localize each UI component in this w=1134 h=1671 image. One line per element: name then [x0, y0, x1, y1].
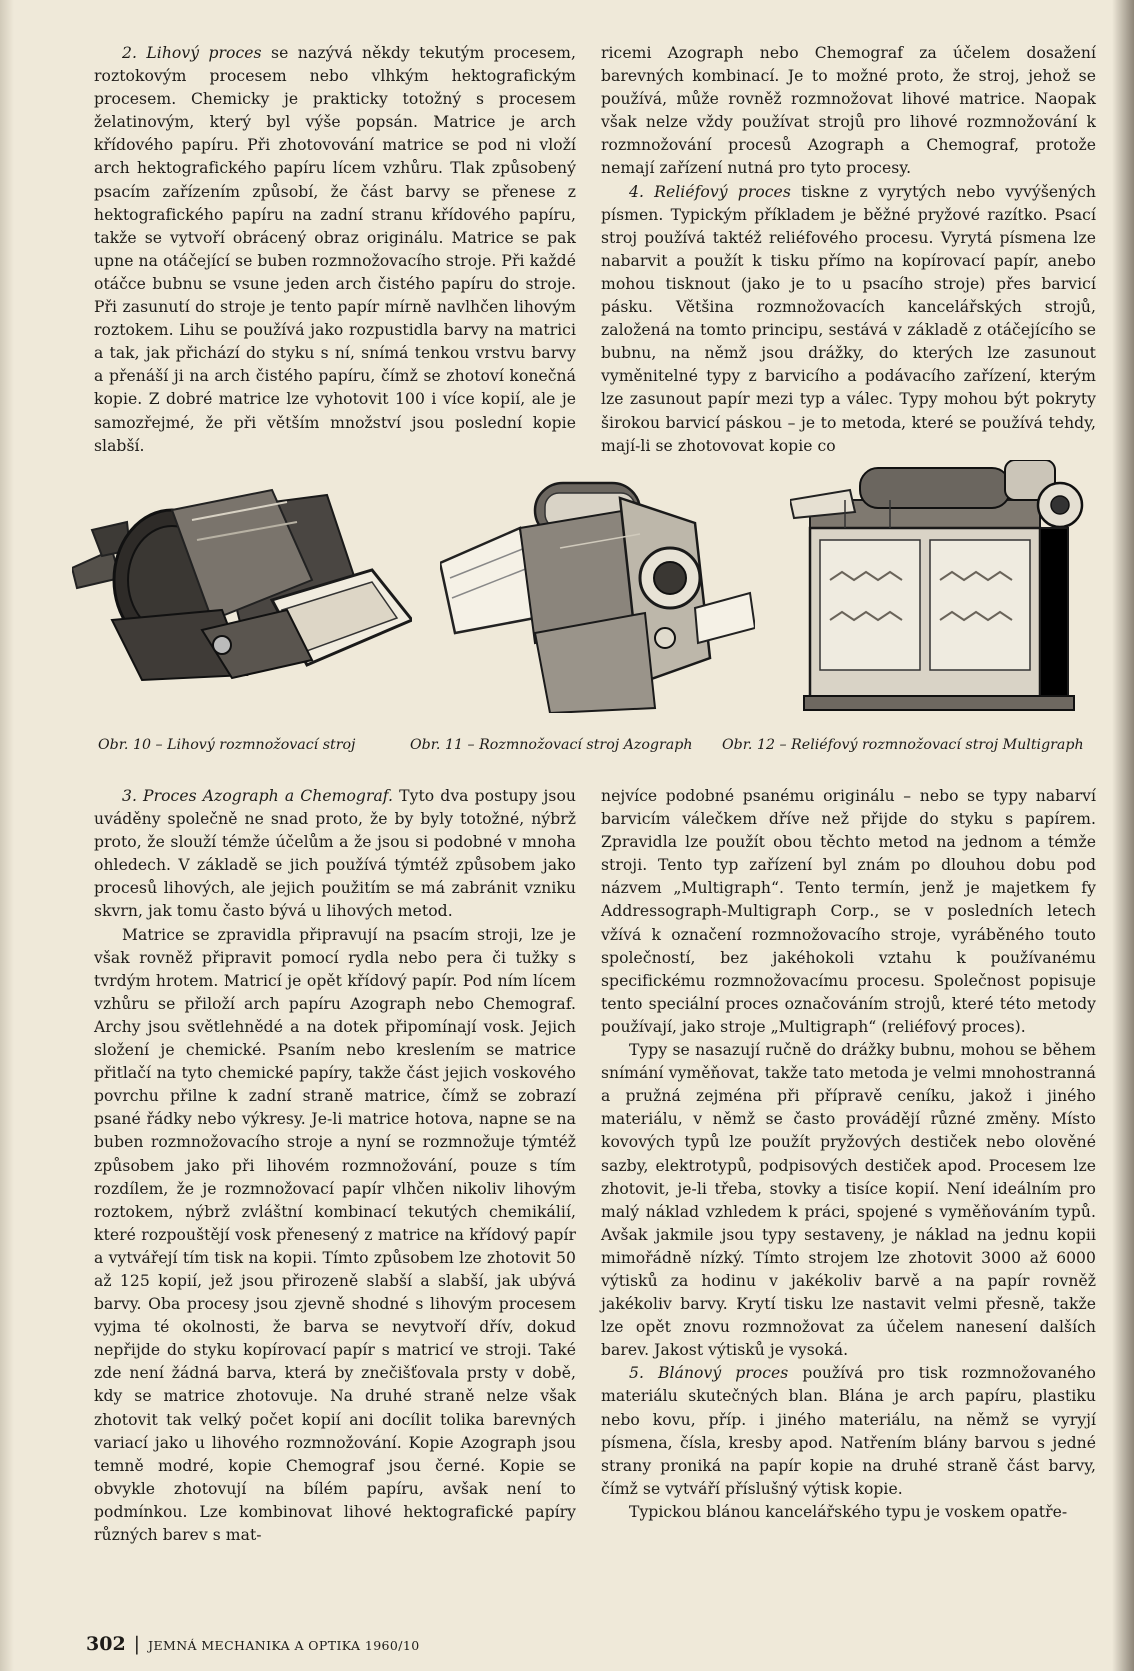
paragraph-text: se nazývá někdy tekutým procesem, roztokovým procesem nebo vlhkým hektografickým procesem. Chemicky je prakticky totožný s procesem želatinovým, který byl výše popsán. Matrice je arch křídového papíru. Při zhotovování matrice se pod ni vloží arch hektografického papíru lícem vzhůru. Tlak způsobený psacím zařízením způsobí, že část barvy se přenese z hektografického papíru na zadní stranu křídového papíru, takže se vytvoří obrácený obraz originálu. Matrice se pak upne na otáčející se buben rozmnožovacího stroje. Při každé otáčce bubnu se vsune jeden arch čistého papíru do stroje. Při zasunutí do stroje je tento papír mírně navlhčen lihovým roztokem. Lihu se používá jako rozpustidla barvy na matrici a tak, jak přichází do styku s ní, snímá tenkou vrstvu barvy a přenáší ji na arch čistého papíru, čímž se zhotoví konečná kopie. Z dobré matrice lze vyhotovit 100 i více kopií, ale je samozřejmé, že při větším množství jsou poslední kopie slabší.: [94, 44, 576, 455]
caption-figure-10: Obr. 10 – Lihový rozmnožovací stroj: [98, 737, 356, 753]
figure-azograph-illustration: [440, 468, 755, 713]
paragraph-spirit-process: [94, 42, 576, 458]
page-edge-left: [0, 0, 14, 1671]
page-gutter-shadow: [1112, 0, 1134, 1671]
paragraph-continuation: ricemi Azograph nebo Chemograf za účelem dosažení barevných kombinací. Je to možné proto, že stroj, jehož se používá, může rovněž rozmnožovat lihové matrice. Naopak však nelze vždy používat strojů pro lihové rozmnožování k rozmnožování procesů Azograph a Chemograf, protože nemají zařízení nutná pro tyto procesy.: [601, 44, 1096, 178]
paragraph-typical-stencil: Typickou blánou kancelářského typu je voskem opatře-: [629, 1502, 1068, 1521]
section-heading-azograph-chemograf: 3. Proces Azograph a Chemograf.: [122, 787, 394, 805]
paragraph-azograph-chemograf: [94, 785, 576, 924]
page-footer: [86, 1633, 420, 1655]
figure-multigraph-illustration: [790, 460, 1096, 715]
paragraph-types: Typy se nasazují ručně do drážky bubnu, mohou se během snímání vyměňovat, takže tato metoda je velmi mnohostranná a pružná zejména při přípravě ceníku, jakož i jiného materiálu, v němž se často provádějí různé změny. Místo kovových typů lze použít pryžových destiček nebo olověné sazby, elektrotypů, podpisových destiček apod. Procesem lze zhotovit, je-li třeba, stovky a tisíce kopií. Není ideálním pro malý náklad vzhledem k práci, spojené s vyměňováním typů. Avšak jakmile jsou typy sestaveny, je náklad na jednu kopii mimořádně nízký. Tímto strojem lze zhotovit 3000 až 6000 výtisků za hodinu v jakékoliv barvě a na papír rovněž jakékoliv barvy. Krytí tisku lze nastavit velmi přesně, takže lze opět znovu rozmnožovat za účelem nanesení dalších barev. Jakost výtisků je vysoká.: [601, 1041, 1096, 1360]
column-bottom-right: [601, 785, 1096, 1524]
figure-spirit-duplicator-illustration: [72, 470, 412, 685]
column-top-left: [94, 42, 576, 458]
multigraph-drawing: [790, 460, 1096, 715]
azograph-drawing: [440, 468, 755, 713]
paragraph-relief-process: [601, 181, 1096, 458]
column-top-right: [601, 42, 1096, 458]
footer-separator: |: [133, 1633, 141, 1655]
section-heading-relief-process: 4. Reliéfový proces: [629, 182, 791, 201]
paragraph-text: používá pro tisk rozmnožovaného materiálu skutečných blan. Blána je arch papíru, plastiku nebo kovu, příp. i jiného materiálu, na němž se vyryjí písmena, čísla, kresby apod. Natřením blány barvou s jedné strany proniká na papír kopie na druhé straně část barvy, čímž se vytváří příslušný výtisk kopie.: [601, 1364, 1096, 1498]
caption-figure-12: Obr. 12 – Reliéfový rozmnožovací stroj Multigraph: [722, 737, 1084, 753]
paragraph-stencil-process: [601, 1362, 1096, 1501]
journal-title: JEMNÁ MECHANIKA A OPTIKA 1960/10: [148, 1638, 420, 1653]
spirit-duplicator-drawing: [72, 470, 412, 685]
paragraph-text: Tyto dva postupy jsou uváděny společně ne snad proto, že by byly totožné, nýbrž proto, že slouží témže účelům a že jsou si podobné v mnoha ohledech. V základě se jich používá týmtéž způsobem jako procesů lihových, ale jejich použitím se má zabránit vzniku skvrn, jak tomu často bývá u lihových metod.: [94, 787, 576, 921]
paragraph-multigraph: nejvíce podobné psanému originálu – nebo se typy nabarví barvicím válečkem dříve než přijde do styku s papírem. Zpravidla lze použít obou těchto metod na jednom a témže stroji. Tento typ zařízení byl znám po dlouhou dobu pod názvem „Multigraph“. Tento termín, jenž je majetkem fy Addressograph-Multigraph Corp., se v posledních letech vžívá k označení rozmnožovacího stroje, vyráběného touto společností, bez jakéhokoli vztahu k používanému specifickému rozmnožovacímu procesu. Společnost popisuje tento speciální proces označováním strojů, které této metody používají, jako stroje „Multigraph“ (reliéfový proces).: [601, 787, 1096, 1036]
page-number: 302: [86, 1633, 126, 1655]
section-heading-spirit-process: 2. Lihový proces: [122, 44, 262, 62]
caption-figure-11: Obr. 11 – Rozmnožovací stroj Azograph: [410, 737, 693, 753]
paragraph-matrix-preparation: Matrice se zpravidla připravují na psacím stroji, lze je však rovněž připravit pomocí rydla nebo pera či tužky s tvrdým hrotem. Matricí je opět křídový papír. Pod ním lícem vzhůru se přiloží arch papíru Azograph nebo Chemograf. Archy jsou světlehnědé a na dotek připomínají vosk. Jejich složení je chemické. Psaním nebo kreslením se matrice přitlačí na tyto chemické papíry, takže část jejich voskového povrchu přilne k zadní straně matrice, čímž se zobrazí psané řádky nebo výkresy. Je-li matrice hotova, napne se na buben rozmnožovacího stroje a nyní se rozmnožuje týmtéž způsobem jako při lihovém rozmnožování, pouze s tím rozdílem, že je rozmnožovací papír vlhčen nikoliv lihovým roztokem, nýbrž zvláštní kombinací tekutých chemikálií, které rozpouštějí vosk přenesený z matrice na křídový papír a vytvářejí tím tisk na kopii. Tímto způsobem lze zhotovit 50 až 125 kopií, jež jsou přirozeně slabší a slabší, jak ubývá barvy. Oba procesy jsou zjevně shodné s lihovým procesem vyjma té okolnosti, že barva se nevytvoří dřív, dokud nepřijde do styku kopírovací papír s matricí ve stroji. Také zde není žádná barva, která by znečišťovala prsty v době, kdy se matrice zhotovuje. Na druhé straně nelze však zhotovit tak velký počet kopií ani docílit tolika barevných variací jako u lihového rozmnožování. Kopie Azograph jsou temně modré, kopie Chemograf jsou černé. Kopie se obvykle zhotovují na bílém papíru, avšak není to podmínkou. Lze kombinovat lihové hektografické papíry různých barev s mat-: [94, 925, 576, 1544]
section-heading-stencil-process: 5. Blánový proces: [629, 1364, 789, 1383]
paragraph-text: tiskne z vyrytých nebo vyvýšených písmen. Typickým příkladem je běžné pryžové razítko. Psací stroj používá taktéž reliéfového procesu. Vyrytá písmena lze nabarvit a použít k tisku přímo na kopírovací papír, anebo mohou tisknout (jako je to u psacího stroje) přes barvicí pásku. Většina rozmnožovacích kancelářských strojů, založená na tomto principu, sestává v základě z otáčejícího se bubnu, na němž jsou drážky, do kterých lze zasunout vyměnitelné typy z barvicího a podávacího zařízení, kterým lze zasunout papír mezi typ a válec. Typy mohou být pokryty širokou barvicí páskou – je to metoda, které se používá tehdy, mají-li se zhotovovat kopie co: [601, 182, 1096, 455]
column-bottom-left: [94, 785, 576, 1547]
